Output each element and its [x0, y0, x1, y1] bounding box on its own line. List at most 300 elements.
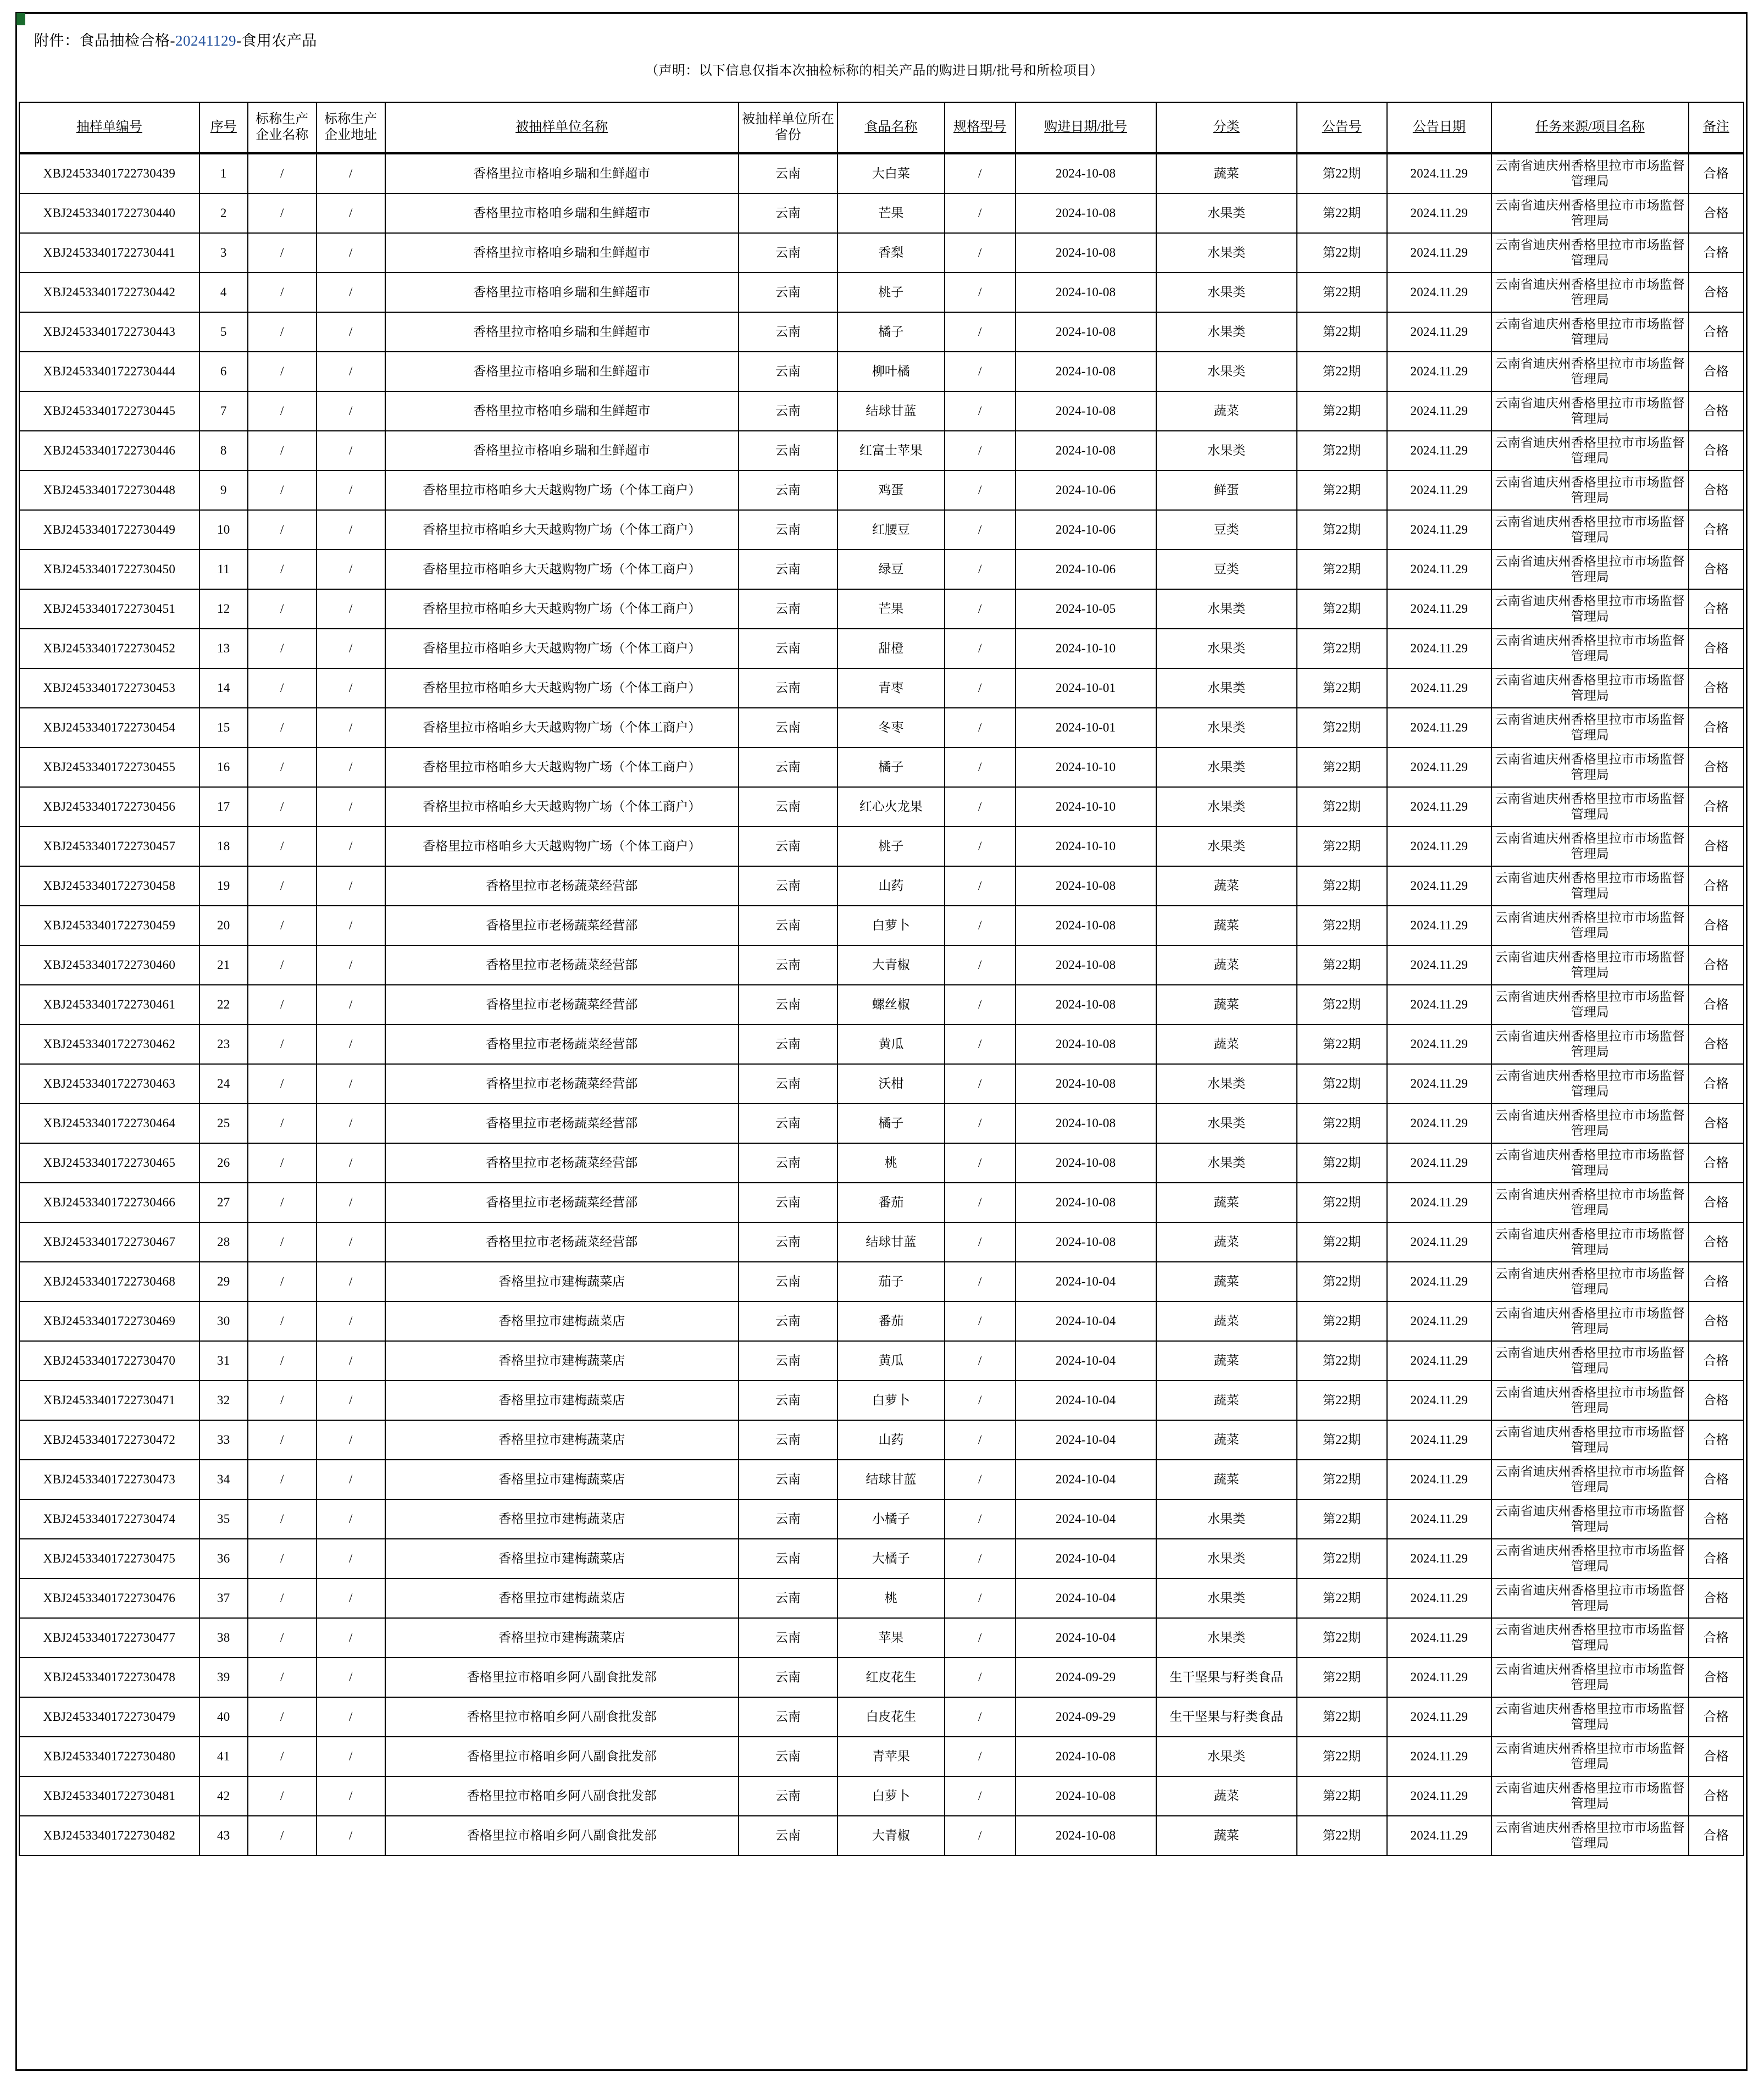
cell-sequence: 33: [199, 1420, 248, 1460]
cell-province: 云南: [739, 866, 837, 906]
cell-category: 水果类: [1156, 589, 1297, 629]
cell-sequence: 13: [199, 629, 248, 668]
cell-remark: 合格: [1689, 193, 1744, 233]
cell-notice-date: 2024.11.29: [1387, 1064, 1491, 1104]
cell-task-source: 云南省迪庆州香格里拉市市场监督管理局: [1491, 510, 1688, 550]
cell-sequence: 30: [199, 1301, 248, 1341]
table-row: [19, 708, 1744, 747]
cell-notice-date: 2024.11.29: [1387, 1539, 1491, 1578]
cell-sequence: 10: [199, 510, 248, 550]
cell-task-source: 云南省迪庆州香格里拉市市场监督管理局: [1491, 470, 1688, 510]
cell-sampled-unit-name: 香格里拉市格咱乡瑞和生鲜超市: [385, 312, 739, 352]
column-header-food-name: 食品名称: [837, 102, 945, 153]
cell-specification: /: [945, 1460, 1016, 1499]
cell-task-source: 云南省迪庆州香格里拉市市场监督管理局: [1491, 1697, 1688, 1737]
cell-specification: /: [945, 431, 1016, 470]
cell-specification: /: [945, 985, 1016, 1024]
cell-manufacturer-name: /: [248, 1064, 317, 1104]
cell-province: 云南: [739, 1024, 837, 1064]
cell-notice-date: 2024.11.29: [1387, 391, 1491, 431]
cell-sampling-code: XBJ24533401722730450: [19, 550, 199, 589]
cell-province: 云南: [739, 1301, 837, 1341]
cell-purchase-date: 2024-10-05: [1016, 589, 1156, 629]
cell-sampled-unit-name: 香格里拉市格咱乡大天越购物广场（个体工商户）: [385, 747, 739, 787]
cell-category: 豆类: [1156, 510, 1297, 550]
cell-food-name: 红心火龙果: [837, 787, 945, 827]
cell-manufacturer-address: /: [317, 629, 385, 668]
cell-notice-number: 第22期: [1297, 273, 1387, 312]
cell-task-source: 云南省迪庆州香格里拉市市场监督管理局: [1491, 1499, 1688, 1539]
cell-sequence: 4: [199, 273, 248, 312]
cell-notice-date: 2024.11.29: [1387, 668, 1491, 708]
cell-category: 水果类: [1156, 787, 1297, 827]
cell-remark: 合格: [1689, 510, 1744, 550]
cell-manufacturer-name: /: [248, 550, 317, 589]
cell-category: 蔬菜: [1156, 1381, 1297, 1420]
cell-specification: /: [945, 1658, 1016, 1697]
cell-purchase-date: 2024-10-04: [1016, 1618, 1156, 1658]
table-row: [19, 391, 1744, 431]
cell-manufacturer-address: /: [317, 1064, 385, 1104]
cell-notice-date: 2024.11.29: [1387, 827, 1491, 866]
cell-category: 蔬菜: [1156, 906, 1297, 945]
cell-manufacturer-name: /: [248, 589, 317, 629]
cell-notice-number: 第22期: [1297, 1183, 1387, 1222]
cell-sequence: 12: [199, 589, 248, 629]
cell-province: 云南: [739, 1658, 837, 1697]
cell-purchase-date: 2024-10-08: [1016, 193, 1156, 233]
cell-purchase-date: 2024-10-08: [1016, 312, 1156, 352]
table-row: [19, 1104, 1744, 1143]
cell-manufacturer-address: /: [317, 391, 385, 431]
cell-purchase-date: 2024-10-08: [1016, 391, 1156, 431]
cell-food-name: 番茄: [837, 1301, 945, 1341]
cell-remark: 合格: [1689, 273, 1744, 312]
cell-remark: 合格: [1689, 1816, 1744, 1855]
cell-purchase-date: 2024-10-01: [1016, 668, 1156, 708]
cell-food-name: 结球甘蓝: [837, 1222, 945, 1262]
attachment-title-prefix: 附件：食品抽检合格-: [34, 32, 175, 49]
cell-specification: /: [945, 1499, 1016, 1539]
cell-sampling-code: XBJ24533401722730471: [19, 1381, 199, 1420]
cell-specification: /: [945, 668, 1016, 708]
column-header-specification: 规格型号: [945, 102, 1016, 153]
cell-remark: 合格: [1689, 1776, 1744, 1816]
inspection-results-table: [19, 102, 1744, 1856]
cell-category: 水果类: [1156, 1064, 1297, 1104]
cell-province: 云南: [739, 747, 837, 787]
cell-specification: /: [945, 193, 1016, 233]
cell-specification: /: [945, 1816, 1016, 1855]
cell-task-source: 云南省迪庆州香格里拉市市场监督管理局: [1491, 431, 1688, 470]
cell-task-source: 云南省迪庆州香格里拉市市场监督管理局: [1491, 668, 1688, 708]
cell-category: 水果类: [1156, 193, 1297, 233]
table-row: [19, 1460, 1744, 1499]
cell-task-source: 云南省迪庆州香格里拉市市场监督管理局: [1491, 787, 1688, 827]
cell-manufacturer-address: /: [317, 1578, 385, 1618]
cell-sequence: 16: [199, 747, 248, 787]
cell-sampling-code: XBJ24533401722730458: [19, 866, 199, 906]
cell-manufacturer-name: /: [248, 233, 317, 273]
cell-notice-number: 第22期: [1297, 945, 1387, 985]
cell-sampling-code: XBJ24533401722730462: [19, 1024, 199, 1064]
cell-category: 水果类: [1156, 708, 1297, 747]
cell-manufacturer-name: /: [248, 153, 317, 193]
table-row: [19, 1499, 1744, 1539]
cell-sequence: 9: [199, 470, 248, 510]
table-row: [19, 1381, 1744, 1420]
cell-food-name: 大青椒: [837, 1816, 945, 1855]
cell-province: 云南: [739, 1578, 837, 1618]
cell-notice-date: 2024.11.29: [1387, 1460, 1491, 1499]
cell-purchase-date: 2024-09-29: [1016, 1658, 1156, 1697]
cell-notice-number: 第22期: [1297, 431, 1387, 470]
cell-task-source: 云南省迪庆州香格里拉市市场监督管理局: [1491, 1341, 1688, 1381]
cell-specification: /: [945, 629, 1016, 668]
cell-sampling-code: XBJ24533401722730481: [19, 1776, 199, 1816]
cell-notice-date: 2024.11.29: [1387, 866, 1491, 906]
cell-remark: 合格: [1689, 1618, 1744, 1658]
cell-sampled-unit-name: 香格里拉市建梅蔬菜店: [385, 1460, 739, 1499]
cell-notice-date: 2024.11.29: [1387, 1658, 1491, 1697]
cell-remark: 合格: [1689, 431, 1744, 470]
cell-sequence: 41: [199, 1737, 248, 1776]
cell-sampling-code: XBJ24533401722730482: [19, 1816, 199, 1855]
cell-sampling-code: XBJ24533401722730472: [19, 1420, 199, 1460]
cell-sampling-code: XBJ24533401722730459: [19, 906, 199, 945]
cell-specification: /: [945, 866, 1016, 906]
cell-purchase-date: 2024-10-04: [1016, 1539, 1156, 1578]
cell-purchase-date: 2024-10-08: [1016, 352, 1156, 391]
attachment-title-suffix: -食用农产品: [236, 32, 317, 49]
cell-manufacturer-name: /: [248, 1499, 317, 1539]
table-row: [19, 1143, 1744, 1183]
cell-specification: /: [945, 1183, 1016, 1222]
cell-specification: /: [945, 1222, 1016, 1262]
cell-purchase-date: 2024-10-08: [1016, 1776, 1156, 1816]
cell-sequence: 7: [199, 391, 248, 431]
column-header-manufacturer-address: 标称生产企业地址: [317, 102, 385, 153]
cell-sequence: 42: [199, 1776, 248, 1816]
cell-sampling-code: XBJ24533401722730478: [19, 1658, 199, 1697]
cell-remark: 合格: [1689, 391, 1744, 431]
cell-manufacturer-name: /: [248, 1539, 317, 1578]
cell-sampling-code: XBJ24533401722730442: [19, 273, 199, 312]
cell-sequence: 28: [199, 1222, 248, 1262]
cell-manufacturer-name: /: [248, 1658, 317, 1697]
cell-sequence: 2: [199, 193, 248, 233]
cell-food-name: 结球甘蓝: [837, 391, 945, 431]
cell-purchase-date: 2024-10-08: [1016, 945, 1156, 985]
cell-manufacturer-address: /: [317, 193, 385, 233]
cell-manufacturer-address: /: [317, 1776, 385, 1816]
cell-remark: 合格: [1689, 589, 1744, 629]
table-row: [19, 1024, 1744, 1064]
cell-notice-number: 第22期: [1297, 787, 1387, 827]
cell-sampled-unit-name: 香格里拉市格咱乡阿八副食批发部: [385, 1697, 739, 1737]
cell-task-source: 云南省迪庆州香格里拉市市场监督管理局: [1491, 1262, 1688, 1301]
cell-food-name: 红富士苹果: [837, 431, 945, 470]
cell-task-source: 云南省迪庆州香格里拉市市场监督管理局: [1491, 1222, 1688, 1262]
cell-task-source: 云南省迪庆州香格里拉市市场监督管理局: [1491, 906, 1688, 945]
cell-category: 水果类: [1156, 1737, 1297, 1776]
cell-sampled-unit-name: 香格里拉市格咱乡阿八副食批发部: [385, 1658, 739, 1697]
cell-category: 水果类: [1156, 1539, 1297, 1578]
cell-notice-number: 第22期: [1297, 866, 1387, 906]
cell-notice-date: 2024.11.29: [1387, 1341, 1491, 1381]
cell-notice-date: 2024.11.29: [1387, 153, 1491, 193]
cell-province: 云南: [739, 1064, 837, 1104]
cell-sampling-code: XBJ24533401722730439: [19, 153, 199, 193]
cell-sampling-code: XBJ24533401722730454: [19, 708, 199, 747]
cell-sequence: 1: [199, 153, 248, 193]
cell-category: 水果类: [1156, 312, 1297, 352]
cell-manufacturer-address: /: [317, 1737, 385, 1776]
cell-manufacturer-name: /: [248, 1341, 317, 1381]
cell-task-source: 云南省迪庆州香格里拉市市场监督管理局: [1491, 1183, 1688, 1222]
cell-task-source: 云南省迪庆州香格里拉市市场监督管理局: [1491, 312, 1688, 352]
cell-province: 云南: [739, 945, 837, 985]
cell-manufacturer-address: /: [317, 1024, 385, 1064]
cell-province: 云南: [739, 906, 837, 945]
cell-sampled-unit-name: 香格里拉市格咱乡大天越购物广场（个体工商户）: [385, 668, 739, 708]
cell-category: 蔬菜: [1156, 391, 1297, 431]
cell-task-source: 云南省迪庆州香格里拉市市场监督管理局: [1491, 1301, 1688, 1341]
cell-manufacturer-address: /: [317, 431, 385, 470]
table-row: [19, 1420, 1744, 1460]
cell-sequence: 31: [199, 1341, 248, 1381]
table-row: [19, 866, 1744, 906]
cell-sampling-code: XBJ24533401722730460: [19, 945, 199, 985]
cell-food-name: 青枣: [837, 668, 945, 708]
cell-notice-date: 2024.11.29: [1387, 945, 1491, 985]
cell-sampling-code: XBJ24533401722730470: [19, 1341, 199, 1381]
cell-specification: /: [945, 550, 1016, 589]
cell-manufacturer-address: /: [317, 1460, 385, 1499]
cell-manufacturer-address: /: [317, 747, 385, 787]
cell-specification: /: [945, 391, 1016, 431]
attachment-title: [34, 32, 317, 49]
cell-sequence: 18: [199, 827, 248, 866]
cell-purchase-date: 2024-10-10: [1016, 787, 1156, 827]
cell-category: 水果类: [1156, 1578, 1297, 1618]
cell-manufacturer-address: /: [317, 1222, 385, 1262]
cell-sequence: 21: [199, 945, 248, 985]
cell-manufacturer-name: /: [248, 906, 317, 945]
cell-manufacturer-address: /: [317, 1697, 385, 1737]
cell-manufacturer-address: /: [317, 589, 385, 629]
cell-province: 云南: [739, 589, 837, 629]
cell-specification: /: [945, 787, 1016, 827]
cell-manufacturer-name: /: [248, 1776, 317, 1816]
cell-sequence: 3: [199, 233, 248, 273]
table-row: [19, 1776, 1744, 1816]
cell-task-source: 云南省迪庆州香格里拉市市场监督管理局: [1491, 866, 1688, 906]
cell-specification: /: [945, 1697, 1016, 1737]
cell-food-name: 黄瓜: [837, 1341, 945, 1381]
cell-purchase-date: 2024-10-08: [1016, 1183, 1156, 1222]
cell-notice-number: 第22期: [1297, 1499, 1387, 1539]
cell-specification: /: [945, 1301, 1016, 1341]
cell-province: 云南: [739, 1104, 837, 1143]
cell-category: 水果类: [1156, 233, 1297, 273]
cell-notice-number: 第22期: [1297, 550, 1387, 589]
cell-food-name: 茄子: [837, 1262, 945, 1301]
cell-sequence: 19: [199, 866, 248, 906]
cell-purchase-date: 2024-10-08: [1016, 1104, 1156, 1143]
cell-sampling-code: XBJ24533401722730475: [19, 1539, 199, 1578]
cell-manufacturer-address: /: [317, 1262, 385, 1301]
cell-sampled-unit-name: 香格里拉市老杨蔬菜经营部: [385, 1024, 739, 1064]
cell-manufacturer-name: /: [248, 1104, 317, 1143]
cell-notice-number: 第22期: [1297, 470, 1387, 510]
cell-sequence: 26: [199, 1143, 248, 1183]
cell-province: 云南: [739, 1737, 837, 1776]
cell-category: 水果类: [1156, 629, 1297, 668]
cell-sampled-unit-name: 香格里拉市格咱乡瑞和生鲜超市: [385, 352, 739, 391]
cell-province: 云南: [739, 1143, 837, 1183]
cell-sampling-code: XBJ24533401722730476: [19, 1578, 199, 1618]
cell-category: 蔬菜: [1156, 1262, 1297, 1301]
table-row: [19, 1183, 1744, 1222]
cell-notice-number: 第22期: [1297, 1460, 1387, 1499]
cell-task-source: 云南省迪庆州香格里拉市市场监督管理局: [1491, 1064, 1688, 1104]
cell-notice-number: 第22期: [1297, 668, 1387, 708]
cell-notice-number: 第22期: [1297, 1697, 1387, 1737]
cell-food-name: 白皮花生: [837, 1697, 945, 1737]
cell-notice-date: 2024.11.29: [1387, 1499, 1491, 1539]
cell-notice-date: 2024.11.29: [1387, 1143, 1491, 1183]
cell-remark: 合格: [1689, 1460, 1744, 1499]
cell-task-source: 云南省迪庆州香格里拉市市场监督管理局: [1491, 391, 1688, 431]
cell-manufacturer-name: /: [248, 1381, 317, 1420]
cell-category: 生干坚果与籽类食品: [1156, 1658, 1297, 1697]
cell-sampling-code: XBJ24533401722730465: [19, 1143, 199, 1183]
cell-specification: /: [945, 153, 1016, 193]
cell-notice-number: 第22期: [1297, 1262, 1387, 1301]
cell-notice-date: 2024.11.29: [1387, 1420, 1491, 1460]
cell-manufacturer-address: /: [317, 1499, 385, 1539]
cell-sampled-unit-name: 香格里拉市建梅蔬菜店: [385, 1420, 739, 1460]
cell-province: 云南: [739, 708, 837, 747]
table-row: [19, 787, 1744, 827]
cell-specification: /: [945, 945, 1016, 985]
column-header-notice-number: 公告号: [1297, 102, 1387, 153]
cell-notice-date: 2024.11.29: [1387, 629, 1491, 668]
cell-task-source: 云南省迪庆州香格里拉市市场监督管理局: [1491, 352, 1688, 391]
cell-purchase-date: 2024-10-04: [1016, 1262, 1156, 1301]
cell-purchase-date: 2024-10-08: [1016, 866, 1156, 906]
table-row: [19, 906, 1744, 945]
cell-manufacturer-address: /: [317, 945, 385, 985]
table-row: [19, 1262, 1744, 1301]
table-header-row: [19, 102, 1744, 153]
cell-notice-date: 2024.11.29: [1387, 193, 1491, 233]
cell-manufacturer-name: /: [248, 510, 317, 550]
cell-sampling-code: XBJ24533401722730464: [19, 1104, 199, 1143]
cell-remark: 合格: [1689, 985, 1744, 1024]
cell-manufacturer-address: /: [317, 1539, 385, 1578]
cell-notice-date: 2024.11.29: [1387, 1381, 1491, 1420]
cell-province: 云南: [739, 233, 837, 273]
cell-notice-date: 2024.11.29: [1387, 1578, 1491, 1618]
cell-sequence: 36: [199, 1539, 248, 1578]
cell-sampled-unit-name: 香格里拉市老杨蔬菜经营部: [385, 1104, 739, 1143]
cell-food-name: 青苹果: [837, 1737, 945, 1776]
cell-food-name: 橘子: [837, 312, 945, 352]
cell-remark: 合格: [1689, 708, 1744, 747]
cell-manufacturer-address: /: [317, 510, 385, 550]
cell-manufacturer-address: /: [317, 273, 385, 312]
cell-manufacturer-address: /: [317, 827, 385, 866]
cell-specification: /: [945, 1262, 1016, 1301]
cell-notice-number: 第22期: [1297, 312, 1387, 352]
cell-food-name: 红皮花生: [837, 1658, 945, 1697]
cell-notice-number: 第22期: [1297, 1539, 1387, 1578]
cell-notice-date: 2024.11.29: [1387, 787, 1491, 827]
cell-sequence: 38: [199, 1618, 248, 1658]
cell-notice-date: 2024.11.29: [1387, 985, 1491, 1024]
cell-sequence: 14: [199, 668, 248, 708]
cell-task-source: 云南省迪庆州香格里拉市市场监督管理局: [1491, 1776, 1688, 1816]
cell-province: 云南: [739, 1460, 837, 1499]
cell-notice-number: 第22期: [1297, 1658, 1387, 1697]
cell-sampling-code: XBJ24533401722730440: [19, 193, 199, 233]
cell-notice-date: 2024.11.29: [1387, 1697, 1491, 1737]
cell-specification: /: [945, 1104, 1016, 1143]
cell-category: 蔬菜: [1156, 1183, 1297, 1222]
cell-province: 云南: [739, 827, 837, 866]
cell-purchase-date: 2024-10-04: [1016, 1499, 1156, 1539]
cell-food-name: 红腰豆: [837, 510, 945, 550]
cell-sequence: 43: [199, 1816, 248, 1855]
cell-purchase-date: 2024-10-10: [1016, 629, 1156, 668]
cell-manufacturer-address: /: [317, 1183, 385, 1222]
cell-specification: /: [945, 1539, 1016, 1578]
cell-notice-date: 2024.11.29: [1387, 470, 1491, 510]
cell-manufacturer-name: /: [248, 193, 317, 233]
cell-sequence: 32: [199, 1381, 248, 1420]
cell-category: 水果类: [1156, 1499, 1297, 1539]
cell-sampled-unit-name: 香格里拉市老杨蔬菜经营部: [385, 906, 739, 945]
table-row: [19, 352, 1744, 391]
cell-specification: /: [945, 510, 1016, 550]
cell-province: 云南: [739, 153, 837, 193]
cell-sequence: 6: [199, 352, 248, 391]
cell-manufacturer-address: /: [317, 906, 385, 945]
cell-specification: /: [945, 1578, 1016, 1618]
cell-manufacturer-address: /: [317, 866, 385, 906]
cell-manufacturer-address: /: [317, 787, 385, 827]
cell-purchase-date: 2024-10-08: [1016, 1024, 1156, 1064]
cell-sampled-unit-name: 香格里拉市格咱乡大天越购物广场（个体工商户）: [385, 708, 739, 747]
cell-notice-number: 第22期: [1297, 1816, 1387, 1855]
cell-food-name: 鸡蛋: [837, 470, 945, 510]
cell-remark: 合格: [1689, 629, 1744, 668]
cell-sequence: 20: [199, 906, 248, 945]
cell-sampling-code: XBJ24533401722730480: [19, 1737, 199, 1776]
cell-sampled-unit-name: 香格里拉市建梅蔬菜店: [385, 1539, 739, 1578]
cell-specification: /: [945, 708, 1016, 747]
cell-sequence: 5: [199, 312, 248, 352]
column-header-category: 分类: [1156, 102, 1297, 153]
cell-purchase-date: 2024-10-04: [1016, 1578, 1156, 1618]
cell-manufacturer-name: /: [248, 866, 317, 906]
cell-sequence: 39: [199, 1658, 248, 1697]
cell-notice-number: 第22期: [1297, 1776, 1387, 1816]
cell-province: 云南: [739, 1697, 837, 1737]
page-corner-marker: [16, 13, 25, 25]
